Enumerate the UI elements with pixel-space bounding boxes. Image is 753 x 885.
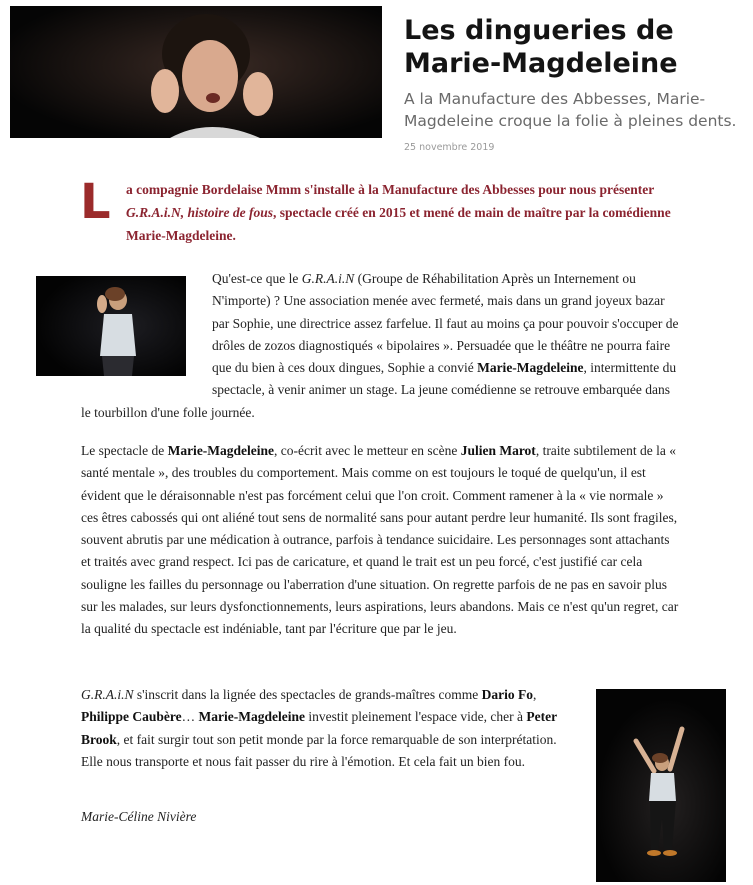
bottom-photo (596, 689, 726, 882)
intro-text-1: a compagnie Bordelaise Mmm s'installe à la Manufacture des Abbesses pour nous présenter (126, 182, 655, 197)
p3-text-1: s'inscrit dans la lignée des spectacles de grands-maîtres comme (133, 687, 482, 702)
header-photo (10, 6, 382, 138)
p3-name-brook: Peter Brook (81, 709, 557, 747)
middle-photo (36, 276, 186, 376)
p2-text-2: , co-écrit avec le metteur en scène (274, 443, 461, 458)
p3-name-caubere: Philippe Caubère (81, 709, 182, 725)
p3-text-2: , (532, 687, 537, 702)
p3-name-actress: Marie-Magdeleine (198, 709, 305, 725)
dropcap: L (80, 174, 111, 230)
p1-text-1: Qu'est-ce que le (212, 271, 302, 286)
intro-show-title: G.R.A.i.N, histoire de fous (126, 205, 274, 220)
article-section-1 (81, 268, 681, 424)
p3-text-4: investit pleinement l'espace vide, cher à (304, 709, 527, 725)
actress-arms-raised-image (596, 689, 726, 882)
actress-shouting-image (36, 276, 186, 376)
p3-name-dario-fo: Dario Fo (481, 687, 533, 702)
p2-name-actress: Marie-Magdeleine (167, 443, 275, 458)
p2-text-1: Le spectacle de (81, 443, 168, 458)
article-title: Les dingueries de Marie-Magdeleine (404, 15, 678, 79)
p2-name-director: Julien Marot (460, 443, 536, 458)
p1-name-actress: Marie-Magdeleine (477, 360, 584, 376)
actress-portrait-image (10, 6, 382, 138)
p1-text-2: (Groupe de Réhabilitation Après un Internement ou N'importe) ? Une association menée avec fermeté, mais dans un grand joyeux bazar par Sophie, une directrice assez farfelue. Il faut au moins ça pour pouvoir s'occuper de drôles de zozos diagnostiqués « bipolaires ». Persuadée que le théâtre ne pourra faire que du bien à ces doux dingues, Sophie a convié (212, 271, 679, 376)
p2-text-3: , traite subtilement de la « santé mentale », des troubles du comportement. Mais comme on est toujours le toqué de quelqu'un, il est évident que le déraisonnable n'est pas forcément celui que l'on croit. Comment ramener à la « vie normale » ces êtres cabossés qui ont aliéné tout sens de normalité sans pour autant perdre leur humanité. Ils sont fragiles, souvent abrutis par une médication à outrance, parfois à tendance suicidaire. Les personnages sont attachants et traités avec grand respect. Ici pas de caricature, et quand le trait est un peu forcé, c'est justifié car cela souligne les failles du personnage ou l'aberration d'une situation. On regrette parfois de ne pas en savoir plus sur les malades, sur leurs dysfonctionnements, leurs aspirations, leurs abandons. Mais ce n'est qu'un regret, car la qualité du spectacle est indéniable, tant par l'écriture que par le jeu. (81, 443, 679, 637)
paragraph-3 (81, 684, 567, 773)
paragraph-2 (81, 440, 681, 641)
author-signature: Marie-Céline Nivière (81, 809, 197, 824)
p3-text-3: … (181, 709, 199, 725)
intro-text-2: , spectacle créé en 2015 et mené de main de maître par la comédienne Marie-Magdeleine. (126, 205, 671, 243)
intro-paragraph (126, 178, 686, 247)
article-section-3 (81, 684, 567, 773)
p1-text-3: , intermittente du spectacle, à venir animer un stage. La jeune comédienne se retrouve embarquée dans le tourbillon d'une folle journée. (81, 360, 677, 420)
p1-show-title: G.R.A.i.N (301, 271, 355, 286)
p3-show-title: G.R.A.i.N (81, 687, 134, 702)
p3-text-5: , et fait surgir tout son petit monde par la force remarquable de son interprétation. Elle nous transporte et nous fait passer du rire à l'émotion. Et cela fait un bien fou. (81, 731, 557, 769)
publish-date: 25 novembre 2019 (404, 142, 495, 153)
article-subtitle: A la Manufacture des Abbesses, Marie-Magdeleine croque la folie à pleines dents. (404, 90, 737, 130)
article-section-2 (81, 440, 681, 641)
